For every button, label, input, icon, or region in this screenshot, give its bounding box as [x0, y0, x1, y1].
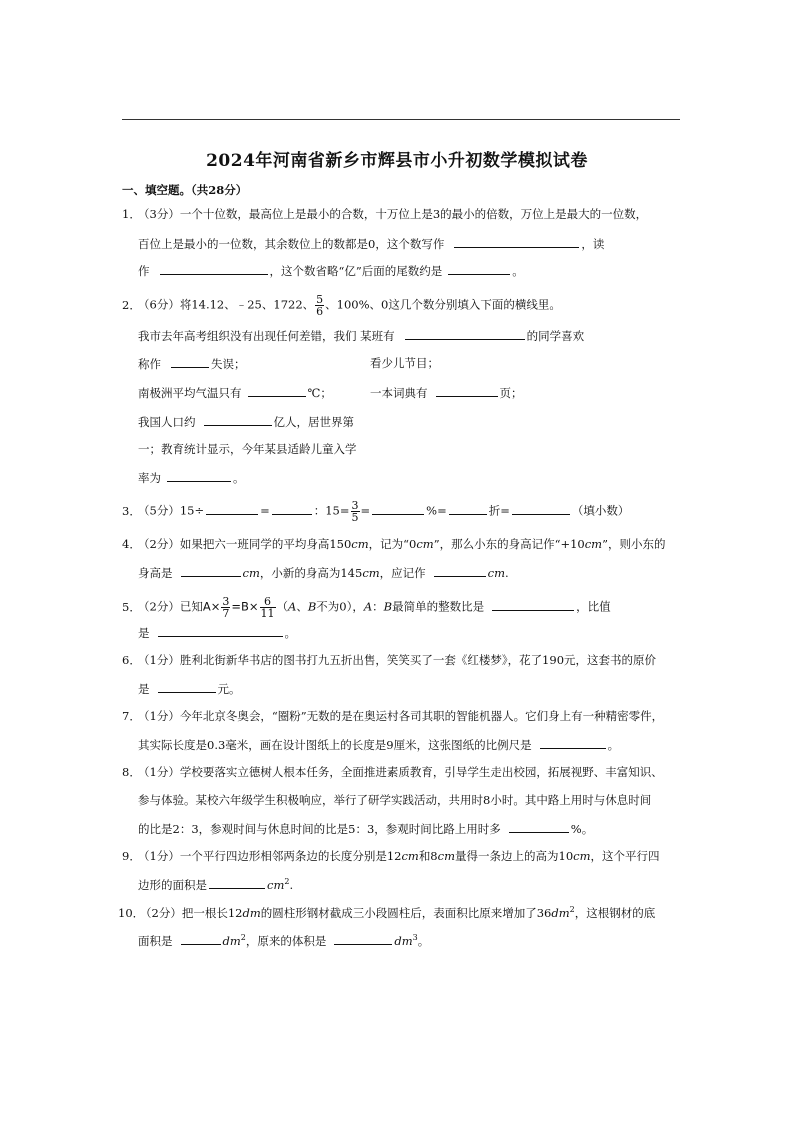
q1-text: ，读	[581, 237, 605, 251]
q5-expression: A×	[202, 599, 221, 614]
q2-text: 一本词典有	[370, 386, 428, 400]
variable-b: B	[307, 599, 317, 614]
q1-line-2: 百位上是最小的一位数，其余数位上的数都是0，这个数写作	[138, 237, 445, 251]
question-number: 2．	[122, 297, 141, 312]
question-number: 5．	[122, 599, 141, 614]
q1-text: ，这个数省略“亿”后面的尾数约是	[269, 264, 443, 278]
q5-text: 最简单的整数比是	[392, 599, 485, 614]
q1-line-1: （3分）一个十位数，最高位上是最小的合数，十万位上是3的最小的倍数，万位上是最大的一位数，	[138, 207, 648, 221]
answer-blank[interactable]	[160, 262, 268, 275]
q3-text: %=	[426, 503, 447, 518]
question-number: 4．	[122, 537, 141, 551]
q2-text: 我市去年高考组织没有出现任何差错，我们 某班有	[138, 329, 395, 343]
unit-cm: cm	[351, 537, 369, 551]
q3-text: ：15=	[313, 503, 350, 518]
q7-text: （1分）今年北京冬奥会，“圈粉”无数的是在奥运村各司其职的智能机器人。它们身上有一种精密零件，	[138, 709, 664, 723]
q5-text: ，比值	[576, 599, 611, 614]
q10-text: 面积是	[138, 933, 173, 948]
q5-text: ：	[372, 599, 384, 614]
q2-text: 的同学喜欢	[526, 329, 585, 343]
q5-text: （2分）已知	[138, 599, 203, 614]
answer-blank[interactable]	[248, 384, 306, 397]
q5-text: （	[276, 599, 289, 614]
q5-text: 。	[284, 626, 296, 640]
q2-text: 失误；	[211, 357, 246, 371]
q2-text: 称作	[138, 357, 161, 371]
fraction: $\frac{5}{6}$	[316, 293, 324, 318]
answer-blank[interactable]	[449, 502, 487, 515]
q2-text: 我国人口约	[138, 415, 196, 429]
q6-text: 是	[138, 682, 150, 696]
q2-text: 一；教育统计显示，今年某县适龄儿童入学	[138, 442, 357, 456]
q3-text: 折=	[488, 503, 510, 518]
superscript: 3	[412, 933, 418, 942]
q2-text: 看少儿节目；	[370, 356, 439, 370]
q8-text: 参与体验。某校六年级学生积极响应，举行了研学实践活动，共用时8小时。其中路上用时与休息时间	[138, 793, 652, 807]
answer-blank[interactable]	[372, 502, 424, 515]
unit-cm: cm	[362, 566, 380, 580]
q3-text: =	[360, 503, 371, 518]
answer-blank[interactable]	[181, 932, 221, 945]
unit-dm3: dm	[394, 933, 413, 948]
unit-cm: cm	[487, 566, 506, 580]
q5-text: 不为0），	[316, 599, 364, 614]
question-number: 1．	[122, 207, 141, 221]
variable-a: A	[363, 599, 373, 614]
unit-cm: cm	[416, 537, 434, 551]
q10-text: 。	[417, 933, 430, 948]
answer-blank[interactable]	[272, 502, 312, 515]
answer-blank[interactable]	[158, 680, 216, 693]
q5-text: 、	[296, 599, 308, 614]
q6-text: （1分）胜利北街新华书店的图书打九五折出售，笑笑买了一套《红楼梦》，花了190元，这套书的原价	[138, 653, 657, 667]
q10-text: 的圆柱形钢材截成三小段圆柱后，表面积比原来增加了36	[260, 905, 552, 920]
q4-text: ，小新的身高为145	[259, 566, 363, 580]
unit-dm2: dm	[551, 905, 570, 920]
unit-cm: cm	[573, 849, 591, 863]
superscript: 2	[569, 905, 575, 914]
q3-text: =	[260, 503, 270, 518]
fraction: $\frac{3}{7}$	[222, 595, 230, 620]
q9-text: 和8	[418, 849, 438, 863]
q2-text: 率为	[138, 471, 161, 485]
q8-text: 的比是2：3，参观时间与休息时间的比是5：3，参观时间比路上用时多	[138, 822, 501, 836]
unit-cm: cm	[401, 849, 419, 863]
q9-text: .	[289, 877, 294, 892]
question-number: 7．	[122, 709, 141, 723]
answer-blank[interactable]	[512, 502, 570, 515]
unit-dm: dm	[242, 905, 261, 920]
q10-text: ，这根钢材的底	[574, 905, 656, 920]
q9-text: ，这个平行四	[590, 849, 660, 863]
q6-text: 元。	[217, 682, 241, 696]
q3-text: （填小数）	[571, 503, 630, 518]
variable-a: A	[288, 599, 297, 614]
q2-text: 南极洲平均气温只有	[138, 386, 242, 400]
variable-b: B	[383, 599, 393, 614]
unit-cm: cm	[242, 566, 260, 580]
q7-text: 。	[607, 738, 620, 752]
q5-expression: =B×	[231, 599, 259, 614]
question-number: 9．	[122, 849, 141, 863]
q4-text: ”，则小东的	[602, 537, 666, 551]
q8-text: %。	[570, 822, 594, 836]
q2-text: 页；	[499, 386, 523, 400]
q1-text: 。	[512, 264, 524, 278]
q4-text: .	[505, 566, 509, 580]
q9-text: 量得一条边上的高为10	[455, 849, 574, 863]
q7-text: 其实际长度是0.3毫米，画在设计图纸上的长度是9厘米，这张图纸的比例尺是	[138, 738, 532, 752]
unit-cm: cm	[584, 537, 603, 551]
answer-blank[interactable]	[434, 564, 486, 577]
question-number: 6．	[122, 653, 141, 667]
answer-blank[interactable]	[204, 413, 272, 426]
unit-cm2: cm	[267, 877, 285, 892]
q2-text: 。	[233, 471, 245, 485]
q4-text: ，记为“0	[368, 537, 417, 551]
unit-dm2: dm	[222, 933, 241, 948]
q4-text: 身高是	[138, 566, 173, 580]
exam-title: 2024年河南省新乡市辉县市小升初数学模拟试卷	[206, 151, 588, 171]
superscript: 2	[284, 877, 290, 886]
q3-text: （5分）15÷	[138, 503, 205, 518]
answer-blank[interactable]	[448, 262, 510, 275]
q10-text: （2分）把一根长12	[140, 905, 243, 920]
q1-text: 作	[138, 264, 150, 278]
question-number: 8．	[122, 765, 141, 779]
answer-blank[interactable]	[206, 502, 258, 515]
answer-blank[interactable]	[171, 355, 209, 368]
answer-blank[interactable]	[334, 932, 392, 945]
q9-text: 边形的面积是	[138, 877, 207, 892]
q2-text: ℃；	[307, 386, 332, 400]
q10-text: ，原来的体积是	[245, 933, 327, 948]
answer-blank[interactable]	[492, 598, 574, 611]
q2-text: 亿人，居世界第	[273, 415, 354, 429]
answer-blank[interactable]	[436, 384, 498, 397]
unit-cm: cm	[437, 849, 455, 863]
answer-blank[interactable]	[405, 327, 525, 340]
answer-blank[interactable]	[209, 876, 265, 889]
question-number: 3．	[122, 503, 141, 518]
q2-text: （6分）将14.12、﹣25、1722、	[138, 297, 315, 312]
answer-blank[interactable]	[158, 624, 283, 637]
answer-blank[interactable]	[454, 235, 579, 248]
q9-text: （1分）一个平行四边形相邻两条边的长度分别是12	[138, 849, 402, 863]
q4-text: ，应记作	[379, 566, 426, 580]
answer-blank[interactable]	[540, 736, 606, 749]
answer-blank[interactable]	[167, 469, 231, 482]
q5-text: 是	[138, 626, 150, 640]
q8-text: （1分）学校要落实立德树人根本任务，全面推进素质教育，引导学生走出校园，拓展视野、丰富知识、	[138, 765, 663, 779]
q4-text: ”，那么小东的身高记作“+10	[433, 537, 585, 551]
question-number: 10．	[118, 905, 145, 920]
header-rule	[122, 119, 680, 120]
fraction: $\frac{6}{11}$	[260, 595, 275, 620]
q4-text: （2分）如果把六一班同学的平均身高150	[138, 537, 352, 551]
q2-text: 、100%、0这几个数分别填入下面的横线里。	[325, 297, 561, 312]
superscript: 2	[240, 933, 246, 942]
answer-blank[interactable]	[509, 820, 569, 833]
fraction: $\frac{3}{5}$	[351, 499, 359, 524]
section-heading: 一、填空题。（共28分）	[122, 183, 248, 197]
answer-blank[interactable]	[181, 564, 241, 577]
